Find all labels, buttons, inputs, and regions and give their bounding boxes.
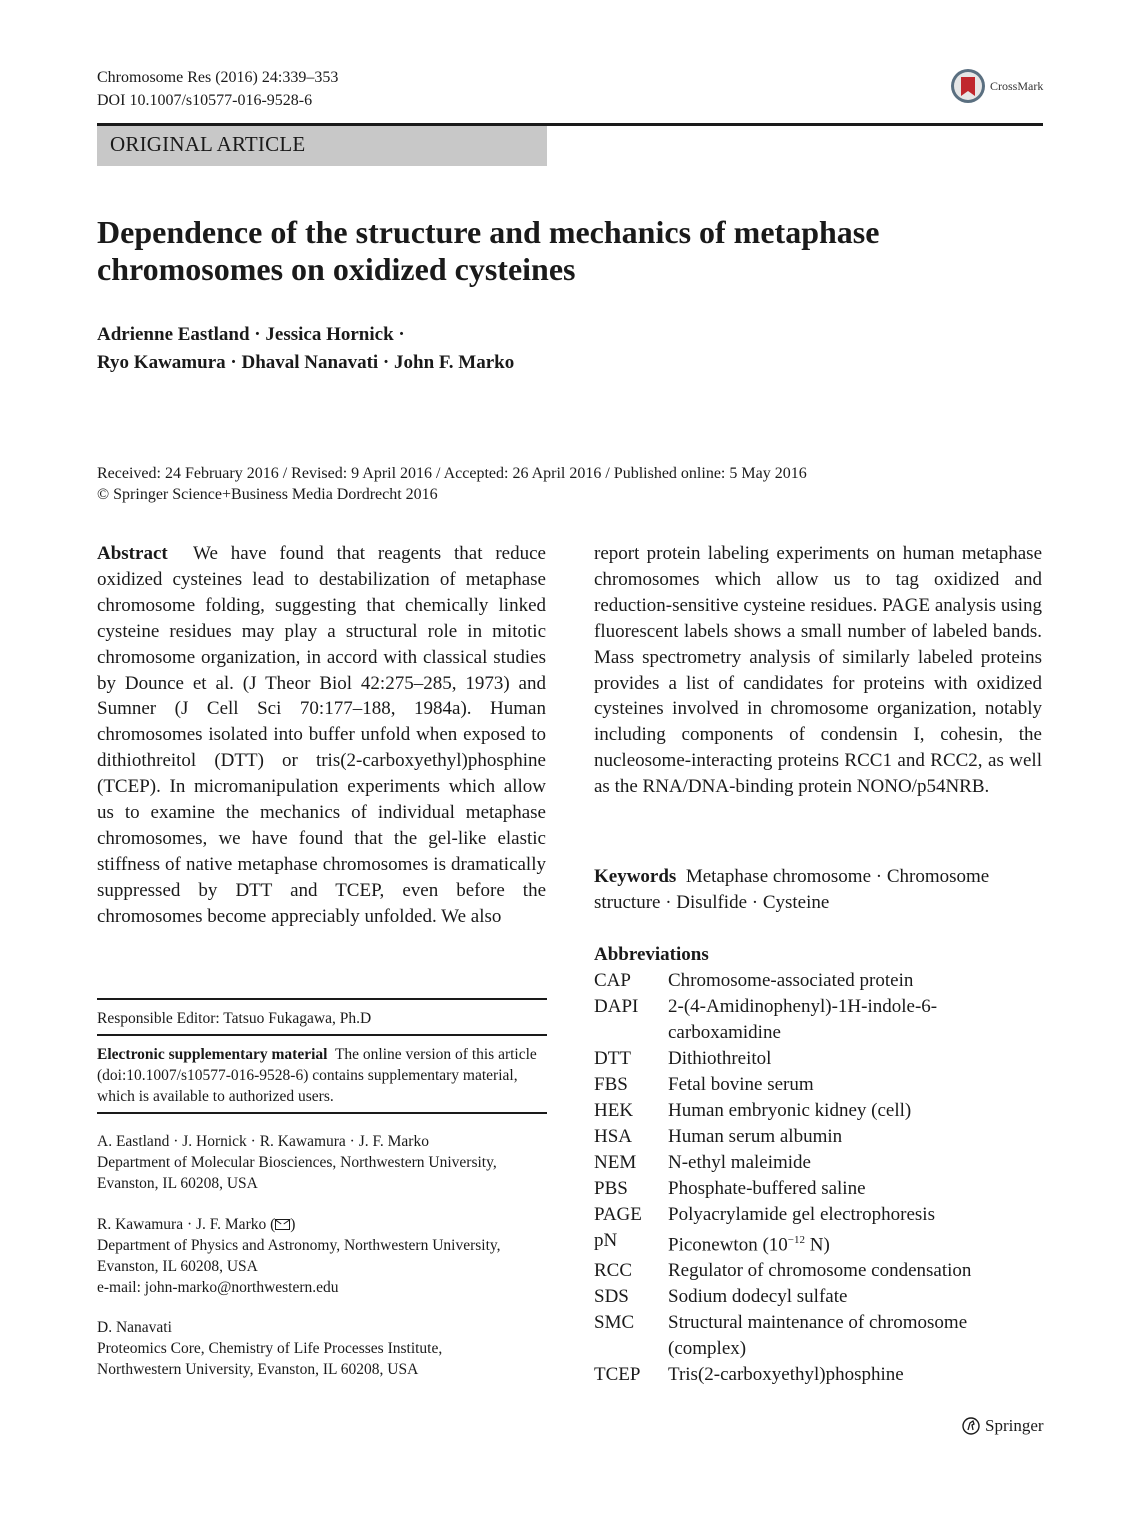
journal-ref: Chromosome Res (2016) 24:339–353 — [97, 69, 339, 86]
abbreviation-definition: Tris(2-carboxyethyl)phosphine — [668, 1363, 904, 1385]
affiliation-2-names: R. Kawamura · J. F. Marko ( — [97, 1216, 276, 1233]
abbreviation-code: SMC — [594, 1311, 635, 1333]
authors-line-2: Ryo Kawamura · Dhaval Nanavati · John F. Marko — [97, 352, 515, 373]
date-history: Received: 24 February 2016 / Revised: 9 April 2016 / Accepted: 26 April 2016 / Published online: 5 May 2016 — [97, 465, 807, 482]
abstract-label: Abstract — [97, 543, 168, 564]
abbreviation-row — [594, 1072, 1042, 1098]
abbreviation-definition: Sodium dodecyl sulfate — [668, 1285, 848, 1307]
esm-label: Electronic supplementary material — [97, 1046, 328, 1063]
doi[interactable]: DOI 10.1007/s10577-016-9528-6 — [97, 92, 313, 109]
abbreviation-definition: Chromosome-associated protein — [668, 970, 914, 991]
abbreviation-code: PBS — [594, 1177, 628, 1199]
abbreviation-row — [594, 1258, 1042, 1284]
abbreviation-definition: N-ethyl maleimide — [668, 1151, 811, 1173]
abbreviation-row — [594, 1098, 1042, 1124]
abbreviation-code: DTT — [594, 1047, 631, 1069]
abstract-text-right: report protein labeling experiments on human metaphase chromosomes which allow us to tag oxidized and reduction-sensitive cysteine residues. PAGE analysis using fluorescent labels shows a small number of labeled bands. Mass spectrometry analysis of similarly labeled proteins provides a list of candidates for proteins with oxidized cysteines involved in chromosome organization, notably including components of condensin I, cohesin, the nucleosome-interacting proteins RCC1 and RCC2, as well as the RNA/DNA-binding protein NONO/p54NRB. — [594, 543, 1042, 798]
crossmark-label: CrossMark — [990, 78, 1044, 93]
copyright-line: © Springer Science+Business Media Dordrecht 2016 — [97, 486, 438, 503]
affiliation-1-city: Evanston, IL 60208, USA — [97, 1175, 258, 1192]
footnote-rule-2 — [97, 1034, 547, 1036]
abbreviation-code: pN — [594, 1229, 618, 1251]
journal-citation — [97, 66, 338, 112]
abbreviation-definition: Human embryonic kidney (cell) — [668, 1099, 912, 1121]
affiliation-3 — [97, 1317, 547, 1380]
abbreviation-code: CAP — [594, 970, 631, 991]
abstract-right-column — [594, 541, 1042, 800]
abbreviation-row — [594, 968, 1042, 994]
footnote-rule-3 — [97, 1112, 547, 1114]
abbreviation-definition: Human serum albumin — [668, 1125, 843, 1147]
affiliation-2-paren: ) — [290, 1216, 296, 1233]
abbreviation-row — [594, 1150, 1042, 1176]
abbreviation-definition: 2-(4-Amidinophenyl)-1H-indole-6-carboxamidine — [668, 995, 938, 1043]
abbreviation-code: TCEP — [594, 1363, 641, 1385]
keywords-block — [594, 864, 1042, 916]
responsible-editor: Responsible Editor: Tatsuo Fukagawa, Ph.D — [97, 1010, 372, 1027]
abbreviation-exponent: −12 — [787, 1233, 806, 1246]
affiliation-1-names: A. Eastland · J. Hornick · R. Kawamura · J. F. Marko — [97, 1133, 429, 1150]
abbreviation-row — [594, 994, 1042, 1046]
abbreviation-definition: Fetal bovine serum — [668, 1073, 814, 1095]
affiliation-2 — [97, 1214, 547, 1298]
publisher-name: Springer — [985, 1416, 1044, 1435]
abbreviation-row — [594, 1284, 1042, 1310]
keywords-text: Metaphase chromosome · Chromosome structure · Disulfide · Cysteine — [594, 866, 990, 913]
affiliation-3-city: Northwestern University, Evanston, IL 60208, USA — [97, 1361, 419, 1378]
abbreviation-definition: Regulator of chromosome condensation — [668, 1259, 972, 1281]
abbreviation-row — [594, 1362, 1042, 1388]
publisher-footer — [962, 1416, 1044, 1436]
abbreviation-definition: Structural maintenance of chromosome (complex) — [668, 1311, 968, 1359]
article-type-banner: ORIGINAL ARTICLE — [97, 126, 547, 166]
abbreviation-row — [594, 1124, 1042, 1150]
publication-dates — [97, 463, 997, 505]
abbreviation-row — [594, 1228, 1042, 1258]
abbreviations-title: Abbreviations — [594, 944, 709, 965]
article-title: Dependence of the structure and mechanics of metaphase chromosomes on oxidized cysteines — [97, 214, 880, 287]
affiliation-2-dept: Department of Physics and Astronomy, Northwestern University, — [97, 1237, 501, 1254]
affiliation-3-dept: Proteomics Core, Chemistry of Life Processes Institute, — [97, 1340, 443, 1357]
crossmark-badge[interactable] — [950, 68, 1043, 104]
abbreviation-code: PAGE — [594, 1203, 642, 1225]
abbreviation-code: DAPI — [594, 995, 639, 1017]
abbreviation-row — [594, 1176, 1042, 1202]
crossmark-icon — [950, 68, 986, 104]
springer-horse-icon — [962, 1416, 980, 1436]
abbreviation-code: NEM — [594, 1151, 637, 1173]
abstract-left-column — [97, 541, 546, 930]
abbreviation-row — [594, 1310, 1042, 1362]
abbreviation-definition-head: Piconewton (10 — [668, 1233, 788, 1255]
abbreviation-code: HEK — [594, 1099, 634, 1121]
esm-text: The online version of this article (doi:10.1007/s10577-016-9528-6) contains supplementary material, which is available to authorized users. — [97, 1046, 537, 1105]
author-list — [97, 321, 797, 377]
affiliation-1-dept: Department of Molecular Biosciences, Northwestern University, — [97, 1154, 497, 1171]
corresponding-email[interactable]: e-mail: john-marko@northwestern.edu — [97, 1279, 339, 1296]
affiliation-3-names: D. Nanavati — [97, 1319, 172, 1336]
abbreviation-definition: Dithiothreitol — [668, 1047, 772, 1069]
abbreviation-row — [594, 1202, 1042, 1228]
affiliation-2-city: Evanston, IL 60208, USA — [97, 1258, 258, 1275]
abbreviation-code: RCC — [594, 1259, 633, 1281]
abbreviation-row — [594, 1046, 1042, 1072]
esm-note — [97, 1044, 547, 1107]
authors-line-1: Adrienne Eastland · Jessica Hornick · — [97, 324, 405, 345]
abstract-text-left: We have found that reagents that reduce oxidized cysteines lead to destabilization of metaphase chromosome folding, suggesting that chemically linked cysteine residues may play a structural role in mitotic chromosome organization, in accord with classical studies by Dounce et al. (J Theor Biol 42:275–285, 1973) and Sumner (J Cell Sci 70:177–188, 1984a). Human chromosomes isolated into buffer unfold when exposed to dithiothreitol (DTT) or tris(2-carboxyethyl)phosphine (TCEP). In micromanipulation experiments which allow us to examine the mechanics of individual metaphase chromosomes, we have found that the gel-like elastic stiffness of native metaphase chromosomes is dramatically suppressed by DTT and TCEP, even before the chromosomes become appreciably unfolded. We also — [97, 543, 546, 927]
abbreviation-code: HSA — [594, 1125, 633, 1147]
abbreviation-definition — [668, 1228, 1042, 1258]
footnote-rule-1 — [97, 998, 547, 1000]
keywords-label: Keywords — [594, 866, 677, 887]
abbreviation-definition-tail: N) — [805, 1233, 830, 1255]
abbreviation-code: SDS — [594, 1285, 629, 1307]
abbreviation-definition: Polyacrylamide gel electrophoresis — [668, 1203, 935, 1225]
affiliation-1 — [97, 1131, 547, 1194]
abbreviations-list — [594, 968, 1042, 1388]
abbreviation-code: FBS — [594, 1073, 628, 1095]
affiliation-2-names-line — [97, 1214, 547, 1235]
abbreviation-definition: Phosphate-buffered saline — [668, 1177, 866, 1199]
envelope-icon[interactable] — [275, 1219, 290, 1230]
